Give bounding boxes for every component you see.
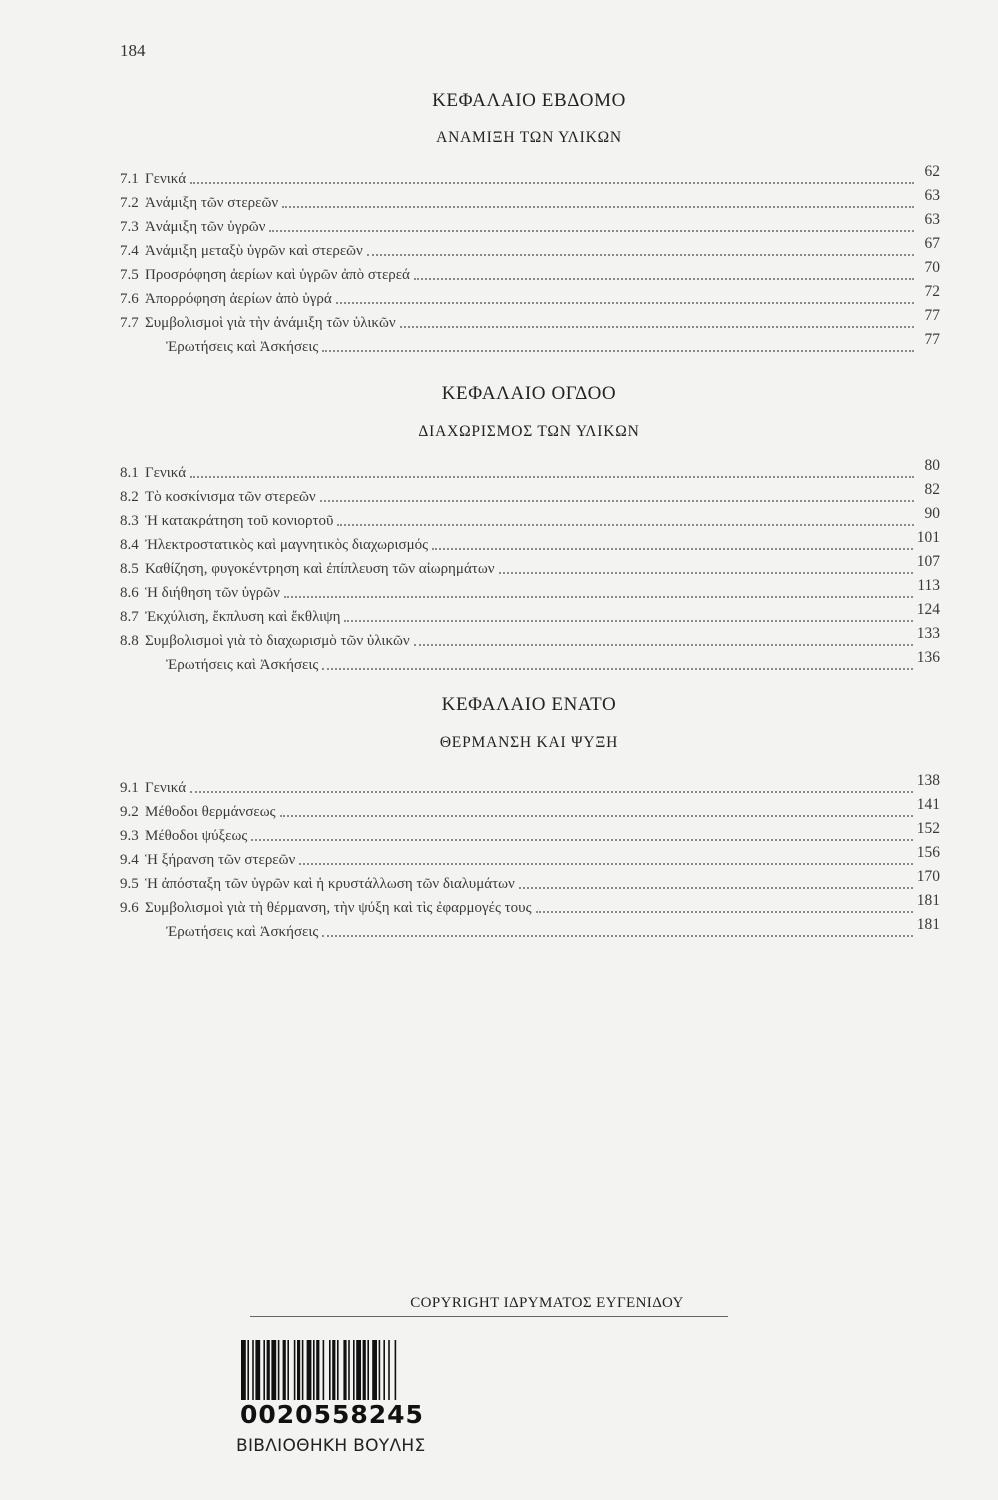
toc-page-number: 77: [924, 307, 940, 324]
toc-page-number: 72: [924, 283, 940, 300]
barcode-bar: [271, 1340, 276, 1400]
chapter-title: ΚΕΦΑΛΑΙΟ ΕΝΑΤΟ: [441, 694, 617, 715]
barcode-bar: [337, 1340, 339, 1400]
barcode-bar: [343, 1340, 346, 1400]
toc-entry: [120, 649, 940, 674]
barcode-bar: [353, 1340, 355, 1400]
dot-leader: [269, 230, 914, 232]
toc-entry: 8.7 Ἐκχύλιση, ἔκπλυση καὶ ἔκθλιψη 124: [120, 601, 940, 625]
dot-leader: [282, 206, 914, 208]
barcode-bar: [252, 1340, 254, 1400]
library-stamp-label: ΒΙΒΛΙΟΘΗΚΗ ΒΟΥΛΗΣ: [236, 1436, 426, 1456]
barcode-bar: [313, 1340, 315, 1400]
toc-page-number: 138: [916, 772, 940, 789]
dot-leader: [190, 476, 914, 478]
barcode-bar: [247, 1340, 249, 1400]
barcode-bar: [297, 1340, 300, 1400]
toc-entry: 7.4 Ἀνάμιξη μεταξὺ ὑγρῶν καὶ στερεῶν 67: [120, 235, 940, 259]
toc-section-title: Προσρόφηση ἀερίων καὶ ὑγρῶν ἀπὸ στερεά: [145, 267, 410, 283]
toc-page-number: 63: [924, 211, 940, 228]
toc-page-number: 152: [916, 820, 940, 837]
dot-leader: [190, 791, 913, 793]
toc-section-title: Ἐκχύλιση, ἔκπλυση καὶ ἔκθλιψη: [145, 609, 341, 625]
toc-section-title: Ἡ ἀπόσταξη τῶν ὑγρῶν καὶ ἡ κρυστάλλωση τῶν διαλυμάτων: [145, 876, 515, 892]
toc-entry: 8.6 Ἡ διήθηση τῶν ὑγρῶν 113: [120, 577, 940, 601]
toc-page-number: 70: [924, 259, 940, 276]
dot-leader: [414, 278, 914, 280]
toc-section-title: Συμβολισμοὶ γιὰ τὴν ἀνάμιξη τῶν ὑλικῶν: [145, 315, 396, 331]
copyright-line: COPYRIGHT ΙΔΡΥΜΑΤΟΣ ΕΥΓΕΝΙΔΟΥ: [410, 1295, 684, 1311]
dot-leader: [280, 815, 913, 817]
barcode-bar: [287, 1340, 289, 1400]
toc-entry: 8.5 Καθίζηση, φυγοκέντρηση καὶ ἐπίπλευση τῶν αἰωρημάτων 107: [120, 553, 940, 577]
barcode-bar: [329, 1340, 331, 1400]
toc-entry: 9.1 Γενικά 138: [120, 772, 940, 796]
toc-section-title: Συμβολισμοὶ γιὰ τὴ θέρμανση, τὴν ψύξη καὶ τὶς ἐφαρμογές τους: [145, 900, 532, 916]
toc-section-title: Μέθοδοι θερμάνσεως: [145, 804, 276, 820]
toc-entry: 9.4 Ἡ ξήρανση τῶν στερεῶν 156: [120, 844, 940, 868]
dot-leader: [536, 911, 913, 913]
toc-section-title: Καθίζηση, φυγοκέντρηση καὶ ἐπίπλευση τῶν αἰωρημάτων: [145, 561, 495, 577]
barcode-bar: [307, 1340, 312, 1400]
toc-page-number: 156: [916, 844, 940, 861]
toc-section-title: Συμβολισμοὶ γιὰ τὸ διαχωρισμὸ τῶν ὑλικῶν: [145, 633, 410, 649]
dot-leader: [499, 572, 913, 574]
barcode-bar: [356, 1340, 361, 1400]
toc-page-number: 181: [916, 916, 940, 933]
toc-section-title: Ἐρωτήσεις καὶ Ἀσκήσεις: [166, 339, 319, 355]
toc-entry: 8.4 Ἠλεκτροστατικὸς καὶ μαγνητικὸς διαχωρισμός 101: [120, 529, 940, 553]
chapter-subtitle: ΘΕΡΜΑΝΣΗ ΚΑΙ ΨΥΞΗ: [439, 734, 619, 751]
toc-section-title: Γενικά: [145, 171, 187, 187]
barcode-bar: [332, 1340, 335, 1400]
dot-leader: [432, 548, 913, 550]
barcode-bar: [367, 1340, 369, 1400]
dot-leader: [414, 644, 913, 646]
dot-leader: [190, 182, 914, 184]
barcode-bar: [395, 1340, 397, 1400]
barcode-bar: [255, 1340, 260, 1400]
toc-section-title: Μέθοδοι ψύξεως: [145, 828, 248, 844]
toc-section-title: Ἐρωτήσεις καὶ Ἀσκήσεις: [166, 657, 319, 673]
toc-section-title: Ἡ ξήρανση τῶν στερεῶν: [145, 852, 296, 868]
toc-section-title: Γενικά: [145, 465, 187, 481]
toc-page-number: 136: [916, 649, 940, 666]
barcode-number: 0020558245: [240, 1400, 424, 1429]
chapter-subtitle: ΔΙΑΧΩΡΙΣΜΟΣ ΤΩΝ ΥΛΙΚΩΝ: [418, 423, 640, 440]
toc-page-number: 82: [924, 481, 940, 498]
chapter-title: ΚΕΦΑΛΑΙΟ ΟΓΔΟΟ: [441, 383, 617, 404]
toc-section-title: Ἀνάμιξη τῶν στερεῶν: [145, 195, 279, 211]
barcode-bar: [316, 1340, 319, 1400]
barcode-bar: [283, 1340, 286, 1400]
toc-section-title: Ἡ διήθηση τῶν ὑγρῶν: [145, 585, 280, 601]
page-number: 184: [120, 41, 146, 60]
barcode-bar: [383, 1340, 385, 1400]
dot-leader: [519, 887, 913, 889]
toc-section-title: Γενικά: [145, 780, 187, 796]
toc-page-number: 170: [916, 868, 940, 885]
toc-page-number: 181: [916, 892, 940, 909]
barcode-bar: [379, 1340, 381, 1400]
toc-entry: 8.1 Γενικά 80: [120, 457, 940, 481]
toc-section-title: Ἡ κατακράτηση τοῦ κονιορτοῦ: [145, 513, 334, 529]
toc-entry: 9.2 Μέθοδοι θερμάνσεως 141: [120, 796, 940, 820]
dot-leader: [344, 620, 912, 622]
toc-entry: [120, 916, 940, 941]
toc-entry: [120, 331, 940, 356]
toc-page-number: 101: [916, 529, 940, 546]
toc-entry: 7.3 Ἀνάμιξη τῶν ὑγρῶν 63: [120, 211, 940, 235]
dot-leader: [336, 302, 914, 304]
copyright-rule: [250, 1316, 728, 1317]
toc-page-number: 141: [916, 796, 940, 813]
dot-leader: [320, 500, 914, 502]
toc-page-number: 67: [924, 235, 940, 252]
toc-entry: 9.3 Μέθοδοι ψύξεως 152: [120, 820, 940, 844]
barcode-bar: [294, 1340, 296, 1400]
dot-leader: [337, 524, 914, 526]
dot-leader: [251, 839, 912, 841]
barcode-bar: [372, 1340, 377, 1400]
dot-leader: [284, 596, 913, 598]
barcode: [235, 1338, 465, 1402]
dot-leader: [299, 863, 912, 865]
toc-section-title: Ἀνάμιξη μεταξὺ ὑγρῶν καὶ στερεῶν: [145, 243, 363, 259]
barcode-bar: [263, 1340, 265, 1400]
toc-page-number: 124: [916, 601, 940, 618]
barcode-bar: [302, 1340, 304, 1400]
toc-page-number: 62: [924, 163, 940, 180]
toc-page-number: 77: [924, 331, 940, 348]
barcode-bar: [267, 1340, 270, 1400]
barcode-bar: [241, 1340, 246, 1400]
toc-section-title: Τὸ κοσκίνισμα τῶν στερεῶν: [145, 489, 316, 505]
dot-leader: [367, 254, 914, 256]
toc-page-number: 133: [916, 625, 940, 642]
toc-page-number: 113: [917, 577, 940, 594]
toc-page-number: 90: [924, 505, 940, 522]
toc-section-title: Ἀπορρόφηση ἀερίων ἀπὸ ὑγρά: [145, 291, 332, 307]
dot-leader: [400, 326, 914, 328]
toc-entry: 7.5 Προσρόφηση ἀερίων καὶ ὑγρῶν ἀπὸ στερεά 70: [120, 259, 940, 283]
dot-leader: [322, 350, 914, 352]
toc-page-number: 63: [924, 187, 940, 204]
toc-entry: 9.6 Συμβολισμοὶ γιὰ τὴ θέρμανση, τὴν ψύξη καὶ τὶς ἐφαρμογές τους 181: [120, 892, 940, 916]
barcode-bar: [323, 1340, 325, 1400]
toc-entry: 8.8 Συμβολισμοὶ γιὰ τὸ διαχωρισμὸ τῶν ὑλικῶν 133: [120, 625, 940, 649]
dot-leader: [322, 668, 912, 670]
toc-entry: 7.2 Ἀνάμιξη τῶν στερεῶν 63: [120, 187, 940, 211]
toc-entry: 7.6 Ἀπορρόφηση ἀερίων ἀπὸ ὑγρά 72: [120, 283, 940, 307]
chapter-subtitle: ΑΝΑΜΙΞΗ ΤΩΝ ΥΛΙΚΩΝ: [436, 129, 622, 146]
chapter-title: ΚΕΦΑΛΑΙΟ ΕΒΔΟΜΟ: [432, 90, 626, 111]
dot-leader: [322, 935, 912, 937]
toc-entry: 8.3 Ἡ κατακράτηση τοῦ κονιορτοῦ 90: [120, 505, 940, 529]
toc-page-number: 80: [924, 457, 940, 474]
toc-entry: 8.2 Τὸ κοσκίνισμα τῶν στερεῶν 82: [120, 481, 940, 505]
toc-section-title: Ἀνάμιξη τῶν ὑγρῶν: [145, 219, 266, 235]
toc-entry: 7.1 Γενικά 62: [120, 163, 940, 187]
barcode-bar: [388, 1340, 390, 1400]
toc-entry: 9.5 Ἡ ἀπόσταξη τῶν ὑγρῶν καὶ ἡ κρυστάλλωση τῶν διαλυμάτων 170: [120, 868, 940, 892]
toc-section-title: Ἐρωτήσεις καὶ Ἀσκήσεις: [166, 924, 319, 940]
toc-entry: 7.7 Συμβολισμοὶ γιὰ τὴν ἀνάμιξη τῶν ὑλικῶν 77: [120, 307, 940, 331]
toc-page-number: 107: [916, 553, 940, 570]
toc-section-title: Ἠλεκτροστατικὸς καὶ μαγνητικὸς διαχωρισμός: [145, 537, 429, 553]
barcode-bar: [348, 1340, 350, 1400]
barcode-bar: [278, 1340, 280, 1400]
barcode-bar: [363, 1340, 366, 1400]
